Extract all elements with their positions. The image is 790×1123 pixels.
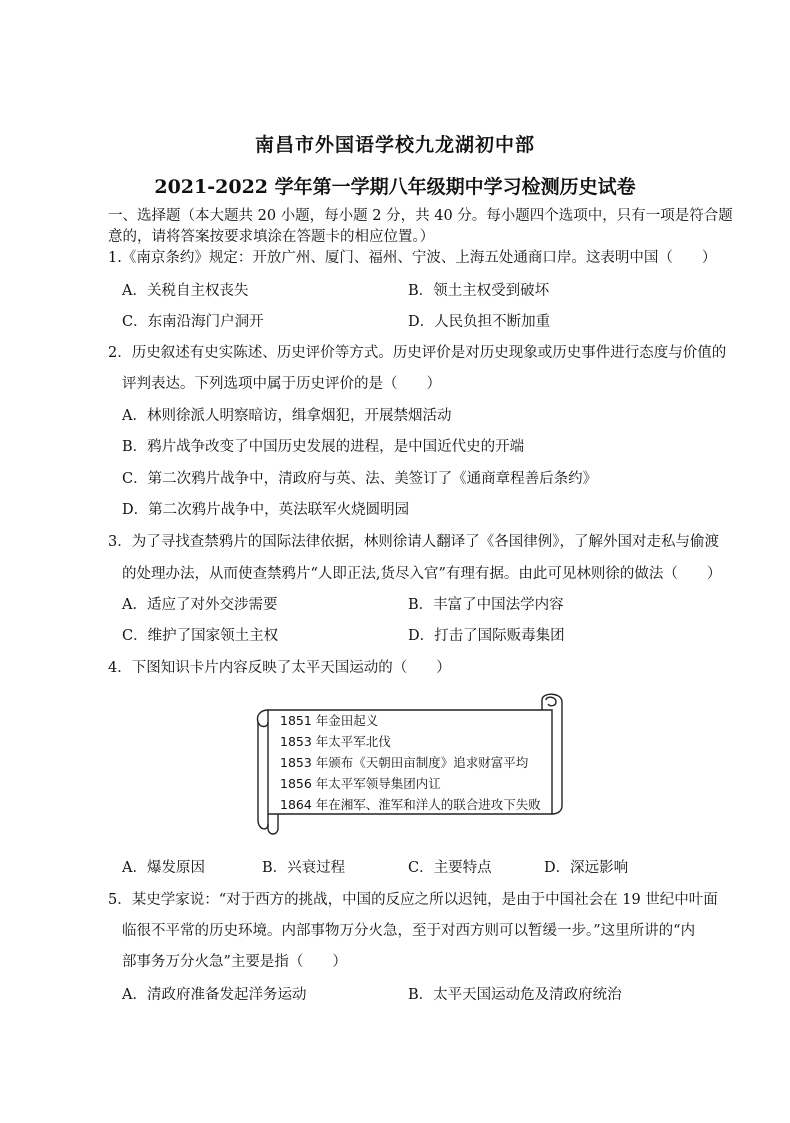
question-3-stem-line2: 的处理办法，从而使查禁鸦片“人即正法,货尽入官”有理有据。由此可见林则徐的做法（ ）: [122, 566, 722, 582]
question-3-option-d: D．打击了国际贩毒集团: [408, 628, 565, 644]
question-5-stem-line1: 5．某史学家说：“对于西方的挑战，中国的反应之所以迟钝，是由于中国社会在 19 世纪中叶面: [108, 892, 718, 908]
card-line-1853-land-system: 1853 年颁布《天朝田亩制度》追求财富平均: [280, 755, 529, 770]
exam-title: 2021-2022 学年第一学期八年级期中学习检测历史试卷: [154, 176, 636, 198]
question-4-option-a: A．爆发原因: [122, 860, 205, 876]
question-5-option-a: A．清政府准备发起洋务运动: [122, 987, 307, 1003]
question-1-option-c: C．东南沿海门户洞开: [122, 314, 264, 330]
question-3-stem-line1: 3．为了寻找查禁鸦片的国际法律依据，林则徐请人翻译了《各国律例》，了解外国对走私与偷渡: [108, 534, 719, 550]
question-4-option-c: C．主要特点: [408, 860, 492, 876]
question-4-option-b: B．兴衰过程: [262, 860, 346, 876]
section-instructions-line1: 一、选择题（本大题共 20 小题，每小题 2 分，共 40 分。每小题四个选项中，只有一项是符合题: [108, 208, 733, 224]
question-3-option-a: A．适应了对外交涉需要: [122, 597, 278, 613]
question-2-stem-line2: 评判表达。下列选项中属于历史评价的是（ ）: [122, 376, 441, 392]
question-5-stem-line3: 部事务万分火急”主要是指（ ）: [122, 954, 347, 970]
question-5-stem-line2: 临很不平常的历史环境。内部事物万分火急，至于对西方则可以暂缓一步。”这里所讲的“内: [122, 923, 696, 939]
question-1-option-b: B．领土主权受到破坏: [408, 283, 550, 299]
question-2-option-c: C．第二次鸦片战争中，清政府与英、法、美签订了《通商章程善后条约》: [122, 471, 598, 487]
question-1-option-d: D．人民负担不断加重: [408, 314, 551, 330]
question-2-option-b: B．鸦片战争改变了中国历史发展的进程，是中国近代史的开端: [122, 439, 525, 455]
card-line-1856: 1856 年太平军领导集团内讧: [280, 776, 441, 791]
question-3-option-c: C．维护了国家领土主权: [122, 628, 279, 644]
question-2-option-a: A．林则徐派人明察暗访，缉拿烟犯，开展禁烟活动: [122, 408, 452, 424]
card-line-1864: 1864 年在湘军、淮军和洋人的联合进攻下失败: [280, 797, 541, 812]
card-line-1853-northern-expedition: 1853 年太平军北伐: [280, 734, 391, 749]
knowledge-card-scroll: [250, 688, 568, 836]
question-2-option-d: D．第二次鸦片战争中，英法联军火烧圆明园: [122, 502, 410, 518]
card-line-1851: 1851 年金田起义: [280, 713, 379, 728]
question-2-stem-line1: 2．历史叙述有史实陈述、历史评价等方式。历史评价是对历史现象或历史事件进行态度与价值的: [108, 345, 727, 361]
question-5-option-b: B．太平天国运动危及清政府统治: [408, 987, 622, 1003]
question-3-option-b: B．丰富了中国法学内容: [408, 597, 564, 613]
question-4-stem: 4．下图知识卡片内容反映了太平天国运动的（ ）: [108, 660, 451, 676]
question-1-stem: 1.《南京条约》规定：开放广州、厦门、福州、宁波、上海五处通商口岸。这表明中国（ ）: [108, 250, 717, 266]
question-4-option-d: D．深远影响: [544, 860, 629, 876]
question-1-option-a: A．关税自主权丧失: [122, 283, 249, 299]
section-instructions-line2: 意的，请将答案按要求填涂在答题卡的相应位置。）: [108, 229, 435, 245]
school-title: 南昌市外国语学校九龙湖初中部: [254, 134, 535, 156]
